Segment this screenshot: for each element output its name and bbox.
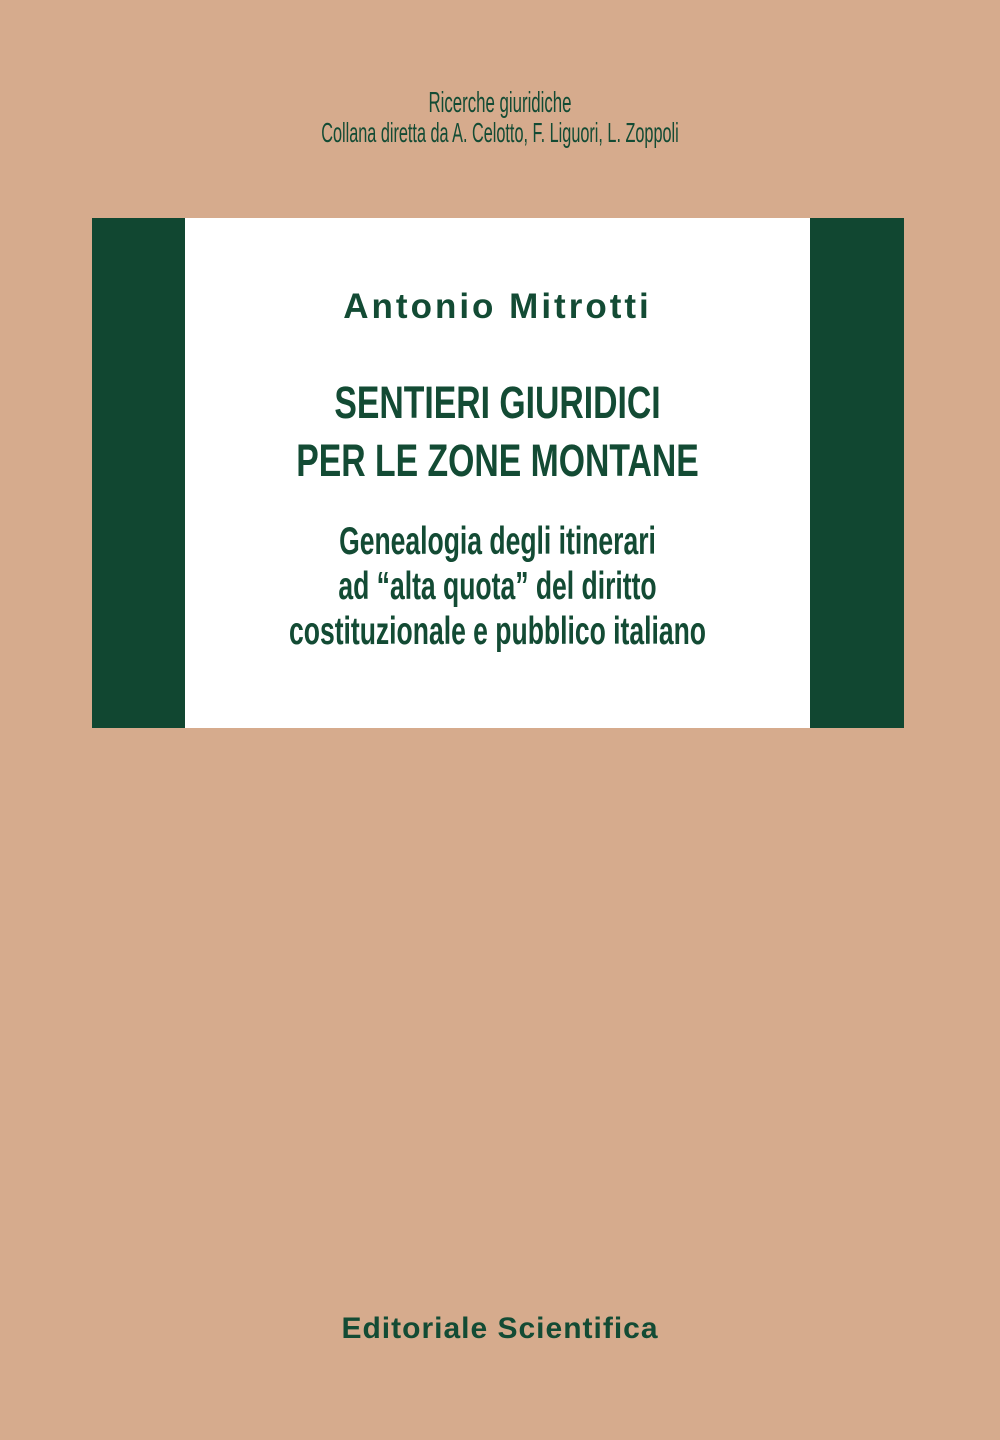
series-header [210,88,790,148]
title-panel-content [185,218,810,728]
series-title: Ricerche giuridiche [428,87,572,119]
book-subtitle [285,519,710,654]
title-panel [92,218,904,728]
book-subtitle-line-2: ad “alta quota” del diritto [338,565,657,608]
book-title-line-2: PER LE ZONE MONTANE [296,435,699,486]
series-editors: Collana diretta da A. Celotto, F. Liguori, L. Zoppoli [321,117,679,148]
right-green-bar [810,218,904,728]
book-subtitle-line-3: costituzionale e pubblico italiano [288,610,706,653]
author-name: Antonio Mitrotti [343,287,652,326]
book-title-line-1: SENTIERI GIURIDICI [334,377,661,428]
book-subtitle-line-1: Genealogia degli itinerari [339,520,656,563]
book-title [263,374,732,490]
publisher-name: Editoriale Scientifica [341,1312,659,1345]
left-green-bar [92,218,185,728]
